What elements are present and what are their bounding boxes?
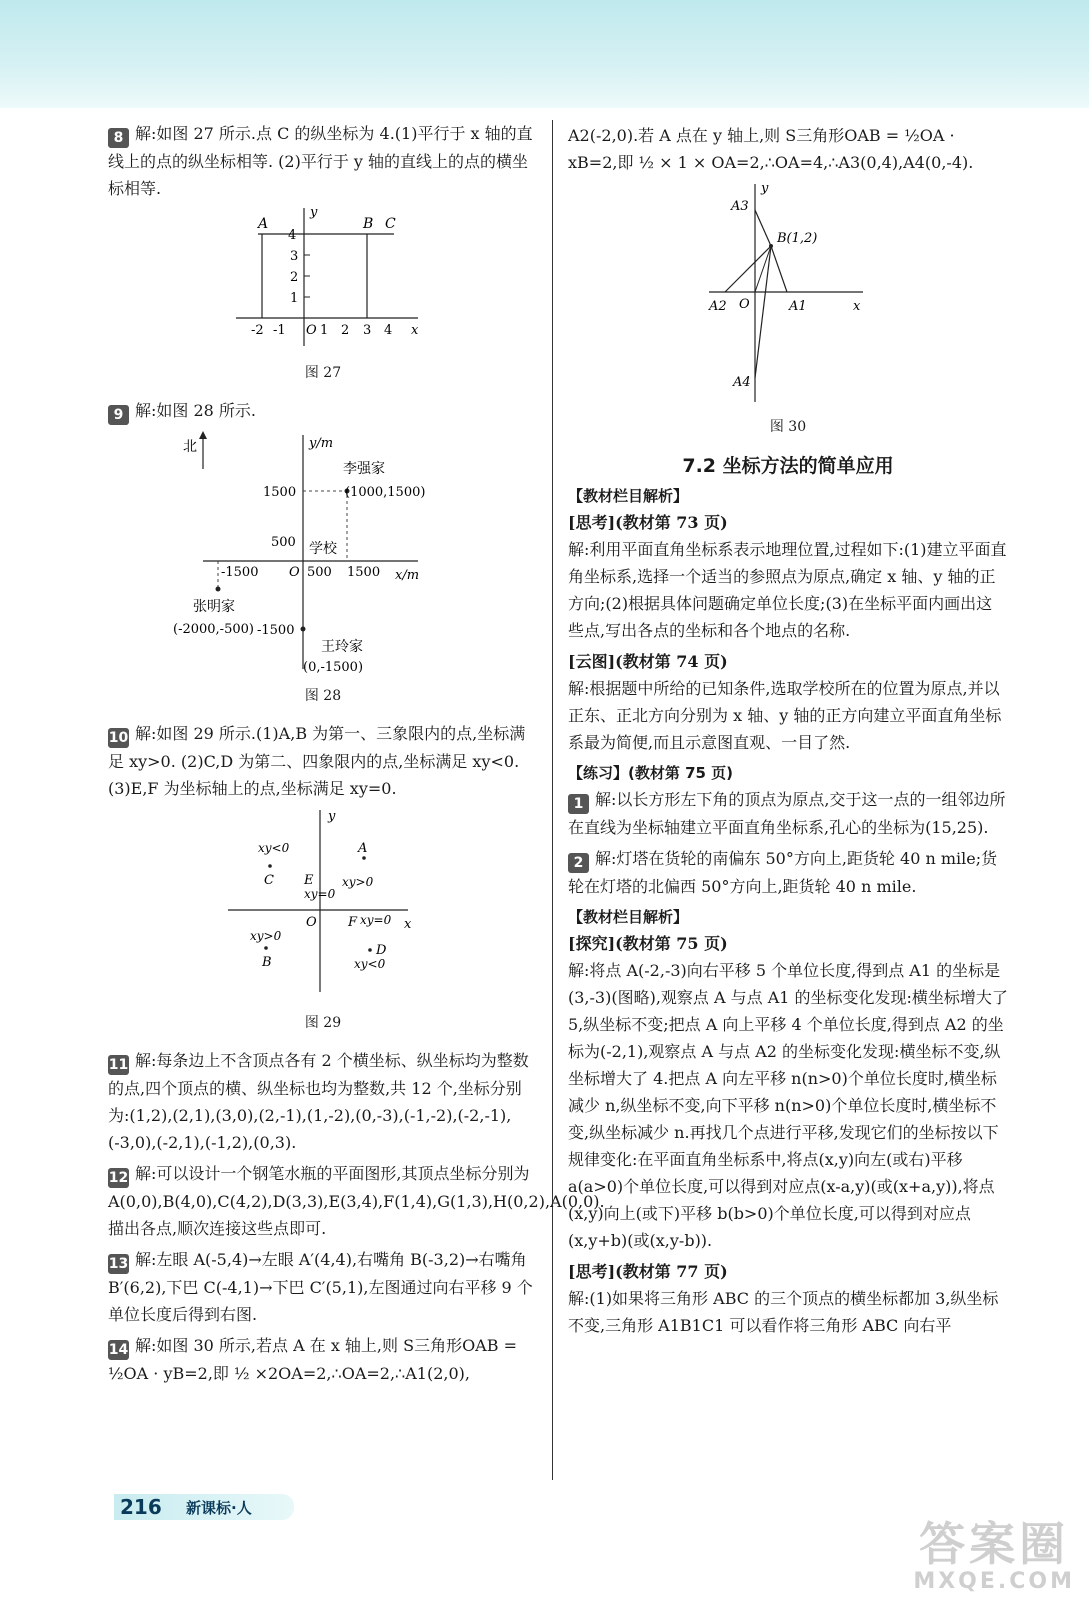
q13-number: 13 <box>108 1256 129 1272</box>
answer-think-73: 解:利用平面直角坐标系表示地理位置,过程如下:(1)建立平面直角坐标系,选择一个适当的参照点为原点,确定 x 轴、y 轴的正方向;(2)根据具体问题确定单位长度;(3)在坐标平面内画出这些点,写出各点的坐标和各个地点的名称. <box>568 540 1007 640</box>
fig27-tick-x-1: -1 <box>273 323 286 338</box>
fig29-caption: 图 29 <box>304 1015 342 1031</box>
q8-text: 解:如图 27 所示.点 C 的纵坐标为 4.(1)平行于 x 轴的直线上的点的纵坐标相等. (2)平行于 y 轴的直线上的点的横坐标相等. <box>108 124 533 198</box>
exercise-1-number: 1 <box>568 794 589 814</box>
fig28-school: 学校 <box>309 541 337 557</box>
fig27-tick-x4: 4 <box>384 323 393 338</box>
fig27-tick-x2: 2 <box>341 323 350 338</box>
q10-text: 解:如图 29 所示.(1)A,B 为第一、三象限内的点,坐标满足 xy>0. (2)C,D 为第二、四象限内的点,坐标满足 xy<0. (3)E,F 为坐标轴上的点,坐标满足 xy=0. <box>108 724 526 798</box>
q14 <box>108 1332 538 1387</box>
watermark-line2: MXQE.COM <box>913 1569 1075 1594</box>
fig28-north: 北 <box>183 439 197 455</box>
fig30-x-label: x <box>853 299 861 314</box>
column-divider <box>552 120 553 1480</box>
fig27-tick-y2: 2 <box>290 270 299 285</box>
fig28-wangling-coord: (0,-1500) <box>303 660 364 675</box>
fig29-xy-pos-1: xy>0 <box>342 875 374 889</box>
fig28-tick-x1500: 1500 <box>347 565 381 580</box>
fig30-y-label: y <box>761 181 769 196</box>
q14-continued: A2(-2,0).若 A 点在 y 轴上,则 S三角形OAB = ½OA · xB=2,即 ½ × 1 × OA=2,∴OA=4,∴A3(0,4),A4(0,-4). <box>568 126 974 172</box>
fig30-caption: 图 30 <box>769 419 807 435</box>
fig28-zhangming: 张明家 <box>193 599 235 615</box>
fig30-B: B(1,2) <box>777 231 818 246</box>
tag-explore-75: [探究](教材第 75 页) <box>568 934 728 953</box>
fig29-B: B <box>262 955 272 970</box>
exercise-2-number: 2 <box>568 853 589 873</box>
answer-cloud-74: 解:根据题中所给的已知条件,选取学校所在的位置为原点,并以正东、正北方向分别为 x 轴、y 轴的正方向建立平面直角坐标系最为简便,而且示意图直观、一目了然. <box>568 679 1002 752</box>
section-title: 7.2 坐标方法的简单应用 <box>682 455 894 477</box>
series-label: 新课标·人 <box>186 1499 252 1517</box>
fig30-A1: A1 <box>789 299 807 314</box>
fig30-A3: A3 <box>731 199 749 214</box>
fig27-tick-y4: 4 <box>288 228 297 243</box>
fig30-B-point <box>769 244 773 248</box>
fig29-D: D <box>376 943 387 958</box>
q8-number: 8 <box>108 128 129 148</box>
exercise-2 <box>568 845 1008 900</box>
q12-number: 12 <box>108 1170 129 1186</box>
fig28-caption: 图 28 <box>304 688 342 704</box>
q9 <box>108 397 538 425</box>
figure-29 <box>218 806 428 1006</box>
heading-textbook-analysis-1: 【教材栏目解析】 <box>568 487 689 505</box>
fig28-tick-y-1500: -1500 <box>257 623 295 638</box>
fig28-x-label: x/m <box>395 568 420 583</box>
fig29-x-label: x <box>404 917 412 932</box>
fig27-A: A <box>258 216 269 232</box>
fig28-tick-y500: 500 <box>271 535 296 550</box>
fig27-B: B <box>363 216 374 232</box>
fig29-xy-zero-1: xy=0 <box>304 887 336 901</box>
fig27-C: C <box>385 216 396 232</box>
fig29-xy-neg-1: xy<0 <box>258 841 290 855</box>
figure-30 <box>703 180 873 410</box>
answer-explore-75: 解:将点 A(-2,-3)向右平移 5 个单位长度,得到点 A1 的坐标是(3,-3)(图略),观察点 A 与点 A1 的坐标变化发现:横坐标增大了 5,纵坐标不变;把点 A 向上平移 4 个单位长度,得到点 A2 的坐标为(-2,1),观察点 A 与点 A2 的坐标变化发现:横坐标不变,纵坐标增大了 4.把点 A 向左平移 n(n>0)个单位长度时,横坐标减少 n,纵坐标不变,向下平移 n(n>0)个单位长度时,横坐标不变,纵坐标减少 n.再找几个点进行平移,发现它们的坐标按以下规律变化:在平面直角坐标系中,将点(x,y)向左(或右)平移 a(a>0)个单位长度,可以得到对应点(x-a,y)(或(x+a,y)),将点(x,y)向上(或下)平移 b(b>0)个单位长度,可以得到对应点(x,y+b)(或(x,y-b)). <box>568 961 1008 1250</box>
tag-think-73: [思考](教材第 73 页) <box>568 513 728 532</box>
fig27-y-label: y <box>310 206 318 220</box>
q12 <box>108 1160 605 1242</box>
fig30-origin: O <box>739 297 750 312</box>
fig27-x-label: x <box>411 323 419 338</box>
fig29-xy-zero-2: xy=0 <box>360 913 392 927</box>
fig29-F: F <box>348 915 358 930</box>
fig28-wangling-point <box>301 627 306 632</box>
fig27-origin: O <box>306 323 317 338</box>
fig28-origin: O <box>289 565 300 580</box>
q13 <box>108 1246 538 1328</box>
fig29-xy-neg-2: xy<0 <box>354 957 386 971</box>
fig30-A4: A4 <box>733 375 751 390</box>
left-column <box>108 120 605 1391</box>
fig28-tick-x500: 500 <box>307 565 332 580</box>
exercise-1-text: 解:以长方形左下角的顶点为原点,交于这一点的一组邻边所在直线为坐标轴建立平面直角坐标系,孔心的坐标为(15,25). <box>568 790 1006 837</box>
fig27-caption: 图 27 <box>304 365 342 381</box>
q14-number: 14 <box>108 1342 129 1358</box>
fig28-y-label: y/m <box>309 436 334 451</box>
q11-number: 11 <box>108 1057 129 1073</box>
fig29-C: C <box>264 873 274 888</box>
fig28-tick-x-1500: -1500 <box>221 565 259 580</box>
q13-text: 解:左眼 A(-5,4)→左眼 A′(4,4),右嘴角 B(-3,2)→右嘴角 B′(6,2),下巴 C(-4,1)→下巴 C′(5,1),左图通过向右平移 9 个单位长度后得到右图. <box>108 1250 533 1324</box>
fig27-tick-x1: 1 <box>320 323 329 338</box>
fig29-A: A <box>358 841 368 856</box>
q14-text: 解:如图 30 所示,若点 A 在 x 轴上,则 S三角形OAB = ½OA · yB=2,即 ½ ×2OA=2,∴OA=2,∴A1(2,0), <box>108 1336 517 1383</box>
exercise-1 <box>568 786 1008 841</box>
watermark <box>913 1518 1075 1594</box>
answer-think-77: 解:(1)如果将三角形 ABC 的三个顶点的横坐标都加 3,纵坐标不变,三角形 A1B1C1 可以看作将三角形 ABC 向右平 <box>568 1289 999 1335</box>
q12-text: 解:可以设计一个钢笔水瓶的平面图形,其顶点坐标分别为 A(0,0),B(4,0),C(4,2),D(3,3),E(3,4),F(1,4),G(1,3),H(0,2),A(0,0).描出各点,顺次连接这些点即可. <box>108 1164 605 1238</box>
q11 <box>108 1047 538 1156</box>
figure-27 <box>218 206 428 356</box>
heading-textbook-analysis-2: 【教材栏目解析】 <box>568 908 689 926</box>
q9-text: 解:如图 28 所示. <box>135 401 257 420</box>
fig29-xy-pos-2: xy>0 <box>250 929 282 943</box>
q8 <box>108 120 538 202</box>
fig28-zhangming-coord: (-2000,-500) <box>173 622 254 637</box>
fig27-tick-y3: 3 <box>290 249 299 264</box>
figure-28 <box>173 429 473 679</box>
fig27-tick-y1: 1 <box>290 291 299 306</box>
fig28-tick-y1500: 1500 <box>263 485 297 500</box>
fig30-A2: A2 <box>709 299 727 314</box>
fig29-E: E <box>304 873 314 888</box>
header-band <box>0 0 1089 108</box>
watermark-line1: 答案圈 <box>919 1517 1070 1571</box>
fig28-zhangming-point <box>216 587 221 592</box>
fig28-liqiang-coord: (1000,1500) <box>345 485 426 500</box>
fig29-y-label: y <box>328 809 336 824</box>
fig28-liqiang: 李强家 <box>343 461 385 477</box>
q11-text: 解:每条边上不含顶点各有 2 个横坐标、纵坐标均为整数的点,四个顶点的横、纵坐标也均为整数,共 12 个,坐标分别为:(1,2),(2,1),(3,0),(2,-1),(1,-2),(0,-3),(-1,-2),(-2,-1),(-3,0),(-2,1),(-1,2),(0,3). <box>108 1051 529 1152</box>
exercise-2-text: 解:灯塔在货轮的南偏东 50°方向上,距货轮 40 n mile;货轮在灯塔的北偏西 50°方向上,距货轮 40 n mile. <box>568 849 998 896</box>
right-column <box>568 122 1008 1343</box>
fig28-wangling: 王玲家 <box>321 639 363 655</box>
q9-number: 9 <box>108 405 129 425</box>
fig27-tick-x-2: -2 <box>251 323 264 338</box>
q10 <box>108 720 538 802</box>
tag-think-77: [思考](教材第 77 页) <box>568 1262 728 1281</box>
tag-cloud-74: [云图](教材第 74 页) <box>568 652 728 671</box>
page-number: 216 <box>120 1495 162 1519</box>
q10-number: 10 <box>108 730 129 746</box>
heading-practice-75: 【练习】(教材第 75 页) <box>568 764 734 782</box>
fig27-tick-x3: 3 <box>363 323 372 338</box>
fig29-origin: O <box>306 915 317 930</box>
